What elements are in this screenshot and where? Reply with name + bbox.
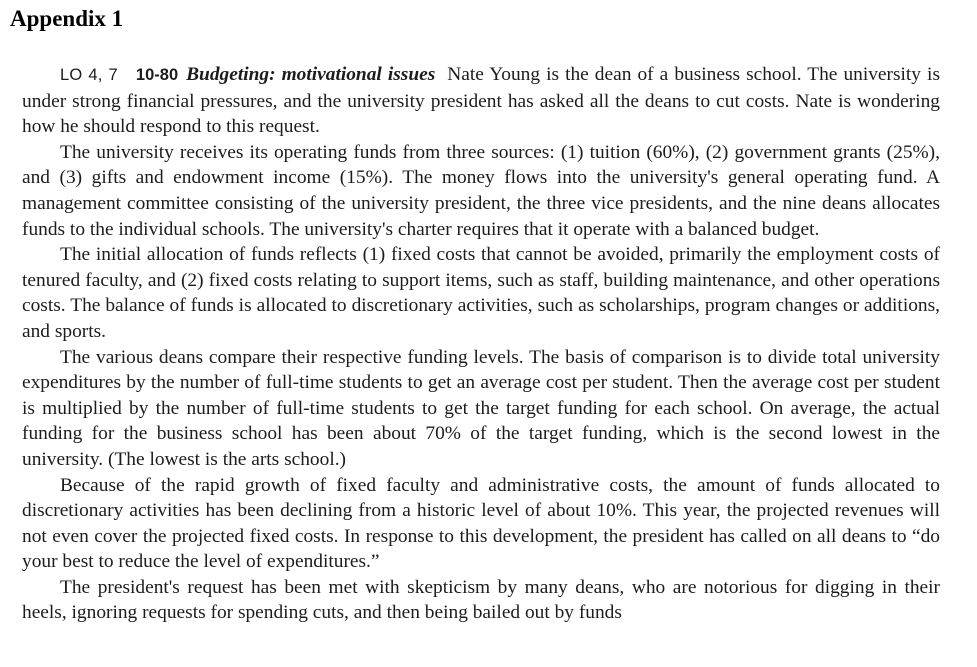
- problem-number: 10-80: [135, 66, 179, 84]
- paragraph-6: The president's request has been met with skepticism by many deans, who are notorious for digging in their heels, ignoring requests for spending cuts, and then being bailed out by funds: [22, 576, 940, 624]
- appendix-heading: Appendix 1: [10, 6, 124, 31]
- paragraph-3: The initial allocation of funds reflects (1) fixed costs that cannot be avoided, primarily the employment costs of tenured faculty, and (2) fixed costs relating to support items, such as staff, building maintenance, and other operations costs. The balance of funds is allocated to discretionary activities, such as scholarships, program changes or additions, and sports.: [22, 244, 940, 342]
- paragraph-2: The university receives its operating funds from three sources: (1) tuition (60%), (2) government grants (25%), and (3) gifts and endowment income (15%). The money flows into the university's general operating fund. A management committee consisting of the university president, the three vice presidents, and the nine deans allocates funds to the individual schools. The university's charter requires that it operate with a balanced budget.: [22, 141, 940, 240]
- problem-title: Budgeting: motivational issues: [186, 64, 436, 85]
- paragraph-1-text: Nate Young is the dean of a business school. The university is under strong financial pressures, and the university president has asked all the deans to cut costs. Nate is wondering how he should respond to this request.: [22, 64, 940, 138]
- paragraph-1: [22, 62, 940, 140]
- paragraph-5: Because of the rapid growth of fixed faculty and administrative costs, the amount of funds allocated to discretionary activities has been declining from a historic level of about 10%. This year, the projected revenues will not even cover the projected fixed costs. In response to this development, the president has called on all deans to “do your best to reduce the level of expenditures.”: [22, 474, 940, 573]
- paragraph-4: The various deans compare their respective funding levels. The basis of comparison is to divide total university expenditures by the number of full-time students to get an average cost per student. Then the average cost per student is multiplied by the number of full-time students to get the target funding for each school. On average, the actual funding for the business school has been about 70% of the target funding, which is the second lowest in the university. (The lowest is the arts school.): [22, 346, 940, 470]
- problem-text: [22, 62, 940, 626]
- learning-objective-label: LO 4, 7: [60, 66, 118, 84]
